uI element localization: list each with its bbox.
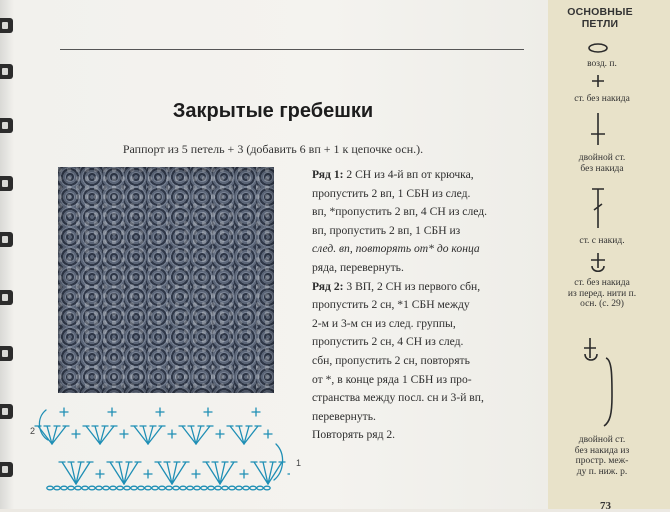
instruction-line bbox=[312, 222, 540, 241]
chain-stitch-mark bbox=[110, 486, 116, 490]
legend-item-label bbox=[552, 435, 652, 477]
instruction-text: сбн, пропустить 2 сн, повторять bbox=[312, 353, 470, 367]
chain-stitch-mark bbox=[68, 486, 74, 490]
legend-item-label bbox=[552, 236, 652, 247]
legend-line: без накида bbox=[580, 163, 624, 174]
instruction-text: ряда, перевернуть. bbox=[312, 260, 404, 274]
pattern-repeat-note: Раппорт из 5 петель + 3 (добавить 6 вп + 1 к цепочке осн.). bbox=[122, 142, 424, 156]
row-label: Ряд 2: bbox=[312, 279, 347, 293]
instruction-line bbox=[312, 278, 540, 297]
single-crochet-mark bbox=[120, 430, 128, 438]
chain-stitch-mark bbox=[208, 486, 214, 490]
instruction-line bbox=[312, 185, 540, 204]
stitch-legend bbox=[548, 0, 670, 509]
single-crochet-mark bbox=[108, 408, 116, 416]
chain-stitch-mark bbox=[229, 486, 235, 490]
instruction-text: вп, пропустить 2 вп, 1 СБН из bbox=[312, 223, 461, 237]
crochet-stitch-diagram bbox=[28, 404, 290, 496]
row-label: Ряд 1: bbox=[312, 168, 347, 181]
chain-stitch-mark bbox=[89, 486, 95, 490]
instruction-text: след. вп, повторять от* до конца bbox=[312, 242, 480, 256]
chain-oval-icon bbox=[586, 42, 610, 54]
chain-stitch-mark bbox=[138, 486, 144, 490]
binding-ring bbox=[0, 462, 13, 477]
chain-stitch-mark bbox=[96, 486, 102, 490]
binding-ring bbox=[0, 64, 13, 79]
instruction-line bbox=[312, 203, 540, 222]
chain-stitch-mark bbox=[215, 486, 221, 490]
chain-stitch-mark bbox=[236, 486, 242, 490]
instruction-line bbox=[312, 333, 540, 352]
instruction-text: перевернуть. bbox=[312, 409, 376, 423]
chain-stitch-mark bbox=[103, 486, 109, 490]
binding-ring bbox=[0, 118, 13, 133]
chain-stitch-mark bbox=[75, 486, 81, 490]
instruction-text: 2-м и 3-м сн из след. группы, bbox=[312, 316, 456, 330]
instruction-text: пропустить 2 сн, *1 СБН между bbox=[312, 298, 470, 312]
legend-line: ду п. ниж. р. bbox=[576, 466, 628, 477]
legend-line: из перед. нити п. bbox=[567, 288, 637, 299]
single-crochet-mark bbox=[144, 470, 152, 478]
page-number: 73 bbox=[600, 500, 611, 512]
legend-item-label bbox=[552, 153, 652, 174]
fan-stitch-group bbox=[107, 462, 141, 484]
single-crochet-mark bbox=[96, 470, 104, 478]
instruction-text: от *, в конце ряда 1 СБН из про- bbox=[312, 372, 472, 386]
chain-stitch-mark bbox=[201, 486, 207, 490]
instruction-line bbox=[312, 296, 540, 315]
legend-line: двойной ст. bbox=[578, 435, 626, 445]
fan-stitch-group bbox=[35, 426, 69, 444]
chain-stitch-mark bbox=[131, 486, 137, 490]
single-crochet-mark bbox=[240, 470, 248, 478]
instruction-line bbox=[312, 408, 540, 427]
single-crochet-mark bbox=[192, 470, 200, 478]
chain-stitch-mark bbox=[250, 486, 256, 490]
binding-ring bbox=[0, 176, 13, 191]
instruction-line bbox=[312, 315, 540, 334]
foundation-chain bbox=[47, 486, 270, 490]
chain-stitch-mark bbox=[152, 486, 158, 490]
instruction-line bbox=[312, 240, 540, 259]
single-crochet-mark bbox=[264, 430, 272, 438]
header-rule bbox=[60, 49, 524, 50]
instruction-text: 2 СН из 4-й вп от крючка, bbox=[346, 168, 474, 181]
fan-stitch-group bbox=[83, 426, 117, 444]
knitted-swatch-photo bbox=[58, 167, 274, 393]
binding-ring bbox=[0, 346, 13, 361]
fan-stitch-group bbox=[131, 426, 165, 444]
fan-stitch-group bbox=[227, 426, 261, 444]
binding-ring bbox=[0, 290, 13, 305]
instruction-text: странства между посл. сн и 3-й вп, bbox=[312, 391, 484, 405]
binding-ring bbox=[0, 18, 13, 33]
stitch-with-yarnover-icon bbox=[589, 186, 607, 230]
instruction-line bbox=[312, 259, 540, 278]
chain-stitch-mark bbox=[61, 486, 67, 490]
legend-line: осн. (с. 29) bbox=[580, 299, 624, 309]
instruction-line bbox=[312, 389, 540, 408]
legend-line: без накида из bbox=[574, 445, 630, 456]
plus-icon bbox=[591, 74, 605, 88]
double-stitch-icon bbox=[590, 112, 606, 146]
legend-item-label bbox=[552, 59, 652, 70]
diagram-row-label-right: 1 bbox=[296, 458, 302, 468]
single-crochet-mark bbox=[156, 408, 164, 416]
instruction-text: пропустить 2 вп, 1 СБН из след. bbox=[312, 186, 471, 200]
legend-line: ст. без накида bbox=[574, 278, 630, 288]
single-crochet-mark bbox=[288, 470, 290, 478]
fan-stitch-group bbox=[179, 426, 213, 444]
single-crochet-mark bbox=[204, 408, 212, 416]
fan-stitch-group bbox=[59, 462, 93, 484]
single-crochet-mark bbox=[72, 430, 80, 438]
instruction-text: Повторять ряд 2. bbox=[312, 428, 396, 442]
binding-ring bbox=[0, 404, 13, 419]
fan-stitch-group bbox=[203, 462, 237, 484]
spiral-binding bbox=[0, 0, 14, 509]
single-crochet-mark bbox=[60, 408, 68, 416]
instruction-line bbox=[312, 371, 540, 390]
single-crochet-mark bbox=[216, 430, 224, 438]
instruction-text: 3 ВП, 2 СН из первого сбн, bbox=[346, 279, 481, 293]
instruction-text: вп, *пропустить 2 вп, 4 СН из след. bbox=[312, 205, 488, 219]
legend-heading bbox=[548, 6, 652, 30]
chain-stitch-mark bbox=[54, 486, 60, 490]
legend-line: двойной ст. bbox=[578, 153, 626, 163]
chain-stitch-mark bbox=[117, 486, 123, 490]
single-crochet-mark bbox=[168, 430, 176, 438]
binding-ring bbox=[0, 232, 13, 247]
chain-stitch-mark bbox=[159, 486, 165, 490]
chain-stitch-mark bbox=[145, 486, 151, 490]
legend-heading-line: ОСНОВНЫЕ bbox=[567, 6, 633, 18]
legend-item-label bbox=[552, 94, 652, 105]
instructions-text bbox=[312, 166, 540, 445]
legend-line: ст. с накид. bbox=[579, 236, 625, 246]
chain-stitch-mark bbox=[243, 486, 249, 490]
double-stitch-lower-loop-icon bbox=[582, 336, 622, 430]
instruction-line bbox=[312, 426, 540, 445]
chain-stitch-mark bbox=[124, 486, 130, 490]
chain-stitch-mark bbox=[173, 486, 179, 490]
front-loop-stitch-icon bbox=[589, 252, 607, 274]
legend-line: возд. п. bbox=[587, 59, 617, 69]
diagram-row-label-left: 2 bbox=[30, 426, 36, 436]
chain-stitch-mark bbox=[187, 486, 193, 490]
legend-item-label bbox=[552, 278, 652, 310]
chain-stitch-mark bbox=[180, 486, 186, 490]
fan-stitch-group bbox=[155, 462, 189, 484]
instruction-line bbox=[312, 352, 540, 371]
chain-stitch-mark bbox=[47, 486, 53, 490]
chain-stitch-mark bbox=[257, 486, 263, 490]
chain-stitch-mark bbox=[166, 486, 172, 490]
chain-stitch-mark bbox=[264, 486, 270, 490]
chain-stitch-mark bbox=[222, 486, 228, 490]
instruction-line bbox=[312, 166, 540, 185]
chain-stitch-mark bbox=[82, 486, 88, 490]
instruction-text: пропустить 2 сн, 4 СН из след. bbox=[312, 335, 464, 349]
legend-heading-line: ПЕТЛИ bbox=[581, 18, 619, 30]
chain-stitch-mark bbox=[194, 486, 200, 490]
legend-line: ст. без накида bbox=[574, 94, 630, 104]
single-crochet-mark bbox=[252, 408, 260, 416]
page-title: Закрытые гребешки bbox=[172, 100, 374, 122]
legend-line: простр. меж- bbox=[575, 456, 629, 466]
